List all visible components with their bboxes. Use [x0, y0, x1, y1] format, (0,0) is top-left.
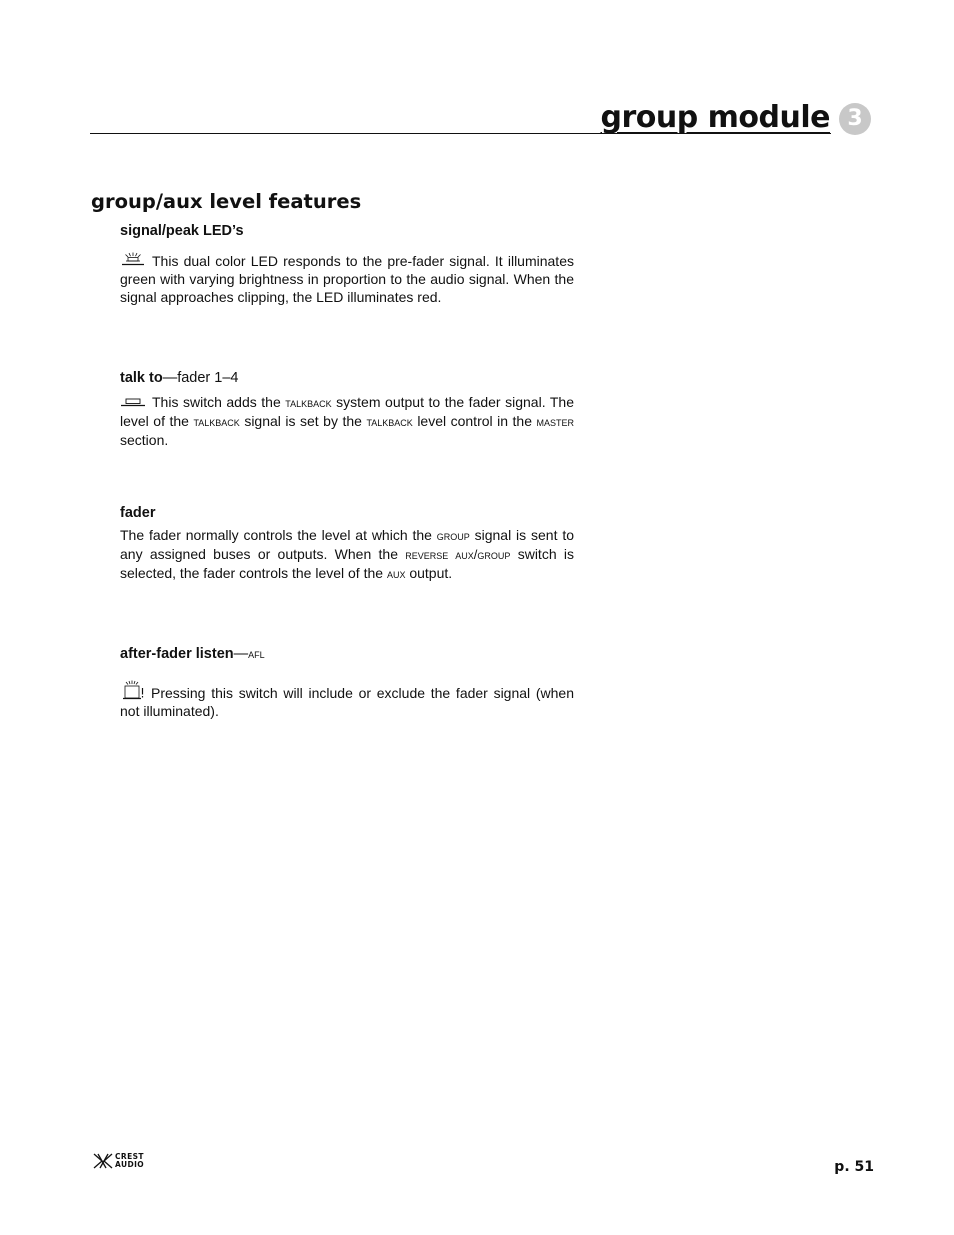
feature-fader: [120, 504, 574, 583]
push-switch-icon: [120, 397, 146, 407]
feature-heading: [120, 369, 574, 387]
logo-text-line: CREST: [115, 1152, 144, 1161]
body-text-run: switch is selected, the fader controls the level of the: [120, 546, 574, 581]
body-text-run: signal is sent to any assigned buses or outputs. When the: [120, 527, 574, 562]
body-text-smallcaps: master: [536, 414, 575, 429]
feature-heading-suffix: —fader 1–4: [162, 370, 239, 386]
crest-audio-logo: [93, 1152, 159, 1170]
led-indicator-icon: [120, 252, 146, 266]
page-title: group module: [600, 100, 830, 135]
feature-heading: fader: [120, 505, 156, 521]
logo-wordmark: [115, 1153, 144, 1169]
feature-body-text: Pressing this switch will include or exclude the fader signal (when not illuminated).: [120, 685, 574, 719]
body-text-run: system output to the fader signal. The level of the: [120, 394, 574, 429]
feature-talk-to: [120, 369, 574, 449]
body-text-run: section.: [120, 432, 169, 448]
body-text-run: This switch adds the: [152, 394, 286, 410]
body-text-smallcaps: aux: [386, 566, 406, 581]
feature-body: [120, 680, 574, 720]
body-text-smallcaps: reverse aux/group: [405, 547, 511, 562]
body-text-run: The fader normally controls the level at which the: [120, 527, 437, 543]
feature-after-fader-listen: [120, 645, 574, 720]
feature-heading: [120, 645, 574, 663]
chapter-badge: 3: [839, 103, 871, 135]
body-text-run: level control in the: [412, 413, 537, 429]
body-text-run: output.: [405, 565, 453, 581]
body-text-smallcaps: talkback: [366, 414, 413, 429]
feature-heading-suffix-smallcaps: afl: [248, 646, 265, 661]
feature-heading-text: talk to: [120, 370, 163, 386]
header-rule: [90, 133, 831, 134]
feature-body: [120, 393, 574, 449]
page-number: p. 51: [834, 1159, 874, 1175]
body-text-smallcaps: talkback: [193, 414, 240, 429]
feature-heading-suffix: —: [233, 646, 249, 662]
feature-heading-text: after-fader listen: [120, 646, 234, 662]
body-text-smallcaps: talkback: [285, 395, 332, 410]
feature-body: [120, 526, 574, 583]
feature-body: [120, 252, 574, 306]
body-text-smallcaps: group: [436, 528, 470, 543]
feature-heading: signal/peak LED’s: [120, 223, 244, 239]
body-text-run: signal is set by the: [239, 413, 367, 429]
feature-body-text: This dual color LED responds to the pre-fader signal. It illuminates green with varying brightness in proportion to the audio signal. When the signal approaches clipping, the LED illuminates red.: [120, 253, 574, 305]
section-title: group/aux level features: [91, 190, 362, 213]
logo-text-line: AUDIO: [115, 1160, 145, 1169]
crest-logo-mark-icon: [93, 1153, 113, 1169]
feature-signal-peak-leds: [120, 222, 574, 306]
illuminated-switch-icon: [120, 680, 146, 698]
